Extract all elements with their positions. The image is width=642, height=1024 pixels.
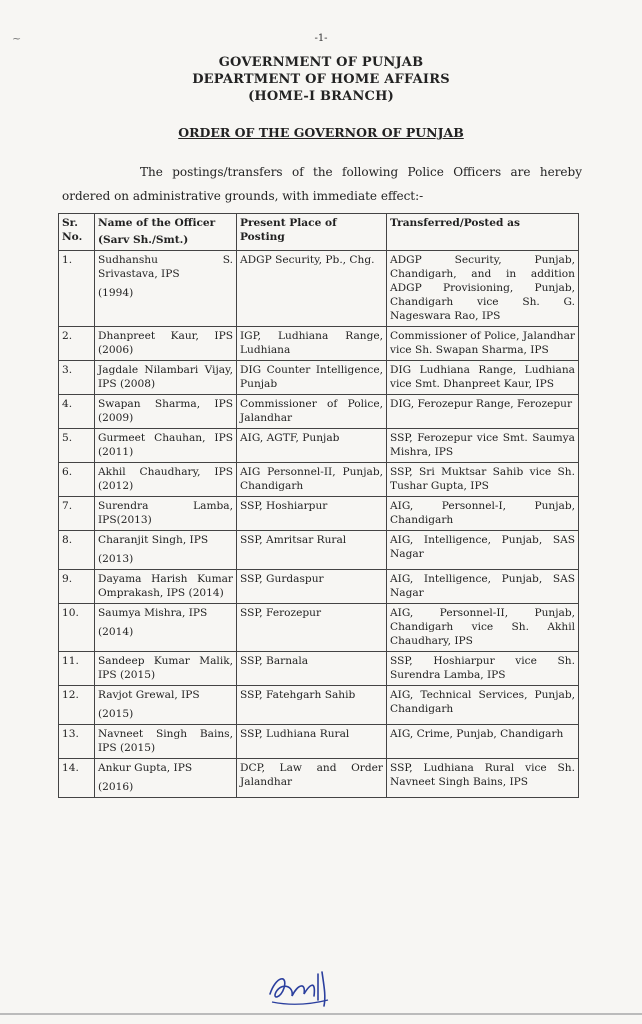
cell-sr-no: 12.	[59, 686, 95, 725]
scan-mark: ~	[12, 32, 22, 45]
cell-transferred-as: AIG, Crime, Punjab, Chandigarh	[387, 725, 579, 759]
cell-officer	[95, 395, 237, 429]
page-number: -1-	[314, 33, 328, 44]
cell-officer	[95, 531, 237, 570]
cell-officer	[95, 429, 237, 463]
cell-present-posting: SSP, Ludhiana Rural	[237, 725, 387, 759]
cell-transferred-as: Commissioner of Police, Jalandhar vice Sh. Swapan Sharma, IPS	[387, 327, 579, 361]
cell-officer	[95, 686, 237, 725]
cell-transferred-as: AIG, Intelligence, Punjab, SAS Nagar	[387, 531, 579, 570]
cell-sr-no: 7.	[59, 497, 95, 531]
officer-name: Ankur Gupta, IPS	[98, 762, 193, 774]
cell-present-posting: AIG Personnel-II, Punjab, Chandigarh	[237, 463, 387, 497]
officer-batch-year: (2016)	[98, 781, 134, 793]
cell-sr-no: 14.	[59, 759, 95, 798]
intro-paragraph: The postings/transfers of the following Police Officers are hereby ordered on administrative grounds, with immediate effect:-	[62, 165, 582, 203]
table-row	[59, 361, 579, 395]
signature-icon	[262, 966, 352, 1010]
cell-present-posting: DIG Counter Intelligence, Punjab	[237, 361, 387, 395]
cell-officer	[95, 652, 237, 686]
cell-present-posting: SSP, Fatehgarh Sahib	[237, 686, 387, 725]
table-row	[59, 395, 579, 429]
cell-transferred-as: DIG, Ferozepur Range, Ferozepur	[387, 395, 579, 429]
cell-transferred-as: ADGP Security, Punjab, Chandigarh, and in addition ADGP Provisioning, Punjab, Chandigarh vice Sh. G. Nageswara Rao, IPS	[387, 251, 579, 327]
officer-name: Ravjot Grewal, IPS	[98, 689, 200, 701]
cell-present-posting: ADGP Security, Pb., Chg.	[237, 251, 387, 327]
cell-present-posting: DCP, Law and Order Jalandhar	[237, 759, 387, 798]
table-row	[59, 429, 579, 463]
header-sr-no: Sr. No.	[59, 214, 95, 251]
officer-name: Dhanpreet Kaur, IPS (2006)	[98, 330, 233, 356]
officer-name: Sandeep Kumar Malik, IPS (2015)	[98, 655, 233, 681]
cell-sr-no: 10.	[59, 604, 95, 652]
cell-sr-no: 11.	[59, 652, 95, 686]
officer-name: Surendra Lamba, IPS(2013)	[98, 500, 233, 526]
cell-sr-no: 1.	[59, 251, 95, 327]
page-bottom-edge	[0, 1013, 642, 1015]
cell-present-posting: SSP, Barnala	[237, 652, 387, 686]
cell-transferred-as: SSP, Sri Muktsar Sahib vice Sh. Tushar Gupta, IPS	[387, 463, 579, 497]
officer-batch-year: (2014)	[98, 626, 134, 638]
table-row	[59, 327, 579, 361]
table-row	[59, 251, 579, 327]
officer-name: Charanjit Singh, IPS	[98, 534, 209, 546]
officer-name: Gurmeet Chauhan, IPS (2011)	[98, 432, 233, 458]
cell-transferred-as: SSP, Hoshiarpur vice Sh. Surendra Lamba, IPS	[387, 652, 579, 686]
officer-name: Swapan Sharma, IPS (2009)	[98, 398, 233, 424]
cell-sr-no: 4.	[59, 395, 95, 429]
officer-name: Sudhanshu S. Srivastava, IPS	[98, 254, 233, 280]
cell-officer	[95, 759, 237, 798]
header-line-branch: (HOME-I BRANCH)	[248, 89, 394, 104]
cell-present-posting: SSP, Hoshiarpur	[237, 497, 387, 531]
officer-name: Dayama Harish Kumar Omprakash, IPS (2014)	[98, 573, 233, 599]
table-row	[59, 463, 579, 497]
cell-sr-no: 9.	[59, 570, 95, 604]
cell-present-posting: AIG, AGTF, Punjab	[237, 429, 387, 463]
cell-present-posting: SSP, Gurdaspur	[237, 570, 387, 604]
cell-sr-no: 6.	[59, 463, 95, 497]
cell-transferred-as: AIG, Intelligence, Punjab, SAS Nagar	[387, 570, 579, 604]
cell-sr-no: 5.	[59, 429, 95, 463]
table-row	[59, 497, 579, 531]
header-present-posting: Present Place of Posting	[237, 214, 387, 251]
order-title: ORDER OF THE GOVERNOR OF PUNJAB	[178, 125, 464, 140]
table-row	[59, 725, 579, 759]
cell-officer	[95, 570, 237, 604]
cell-officer	[95, 463, 237, 497]
cell-sr-no: 2.	[59, 327, 95, 361]
cell-transferred-as: AIG, Personnel-I, Punjab, Chandigarh	[387, 497, 579, 531]
header-officer-name-sub: (Sarv Sh./Smt.)	[98, 234, 189, 246]
cell-transferred-as: DIG Ludhiana Range, Ludhiana vice Smt. Dhanpreet Kaur, IPS	[387, 361, 579, 395]
cell-transferred-as: SSP, Ludhiana Rural vice Sh. Navneet Singh Bains, IPS	[387, 759, 579, 798]
header-transferred-as: Transferred/Posted as	[387, 214, 579, 251]
header-officer-name	[95, 214, 237, 251]
table-row	[59, 686, 579, 725]
cell-present-posting: SSP, Amritsar Rural	[237, 531, 387, 570]
cell-officer	[95, 604, 237, 652]
cell-sr-no: 3.	[59, 361, 95, 395]
cell-present-posting: SSP, Ferozepur	[237, 604, 387, 652]
table-row	[59, 652, 579, 686]
officer-batch-year: (1994)	[98, 287, 134, 299]
officer-name: Jagdale Nilambari Vijay, IPS (2008)	[98, 364, 233, 390]
officer-name: Navneet Singh Bains, IPS (2015)	[98, 728, 233, 754]
cell-sr-no: 13.	[59, 725, 95, 759]
header-line-department: DEPARTMENT OF HOME AFFAIRS	[192, 72, 450, 87]
header-line-government: GOVERNMENT OF PUNJAB	[218, 55, 424, 70]
cell-transferred-as: AIG, Personnel-II, Punjab, Chandigarh vice Sh. Akhil Chaudhary, IPS	[387, 604, 579, 652]
table-row	[59, 759, 579, 798]
officer-name: Akhil Chaudhary, IPS (2012)	[98, 466, 233, 492]
cell-present-posting: Commissioner of Police, Jalandhar	[237, 395, 387, 429]
postings-table	[58, 213, 579, 798]
officer-batch-year: (2013)	[98, 553, 134, 565]
table-row	[59, 604, 579, 652]
header-officer-name-label: Name of the Officer	[98, 217, 216, 229]
cell-present-posting: IGP, Ludhiana Range, Ludhiana	[237, 327, 387, 361]
cell-officer	[95, 327, 237, 361]
document-header	[0, 54, 642, 105]
table-row	[59, 531, 579, 570]
table-header-row	[59, 214, 579, 251]
cell-officer	[95, 497, 237, 531]
cell-transferred-as: AIG, Technical Services, Punjab, Chandigarh	[387, 686, 579, 725]
cell-officer	[95, 251, 237, 327]
table-row	[59, 570, 579, 604]
officer-name: Saumya Mishra, IPS	[98, 607, 208, 619]
officer-batch-year: (2015)	[98, 708, 134, 720]
cell-transferred-as: SSP, Ferozepur vice Smt. Saumya Mishra, IPS	[387, 429, 579, 463]
cell-officer	[95, 361, 237, 395]
cell-officer	[95, 725, 237, 759]
cell-sr-no: 8.	[59, 531, 95, 570]
